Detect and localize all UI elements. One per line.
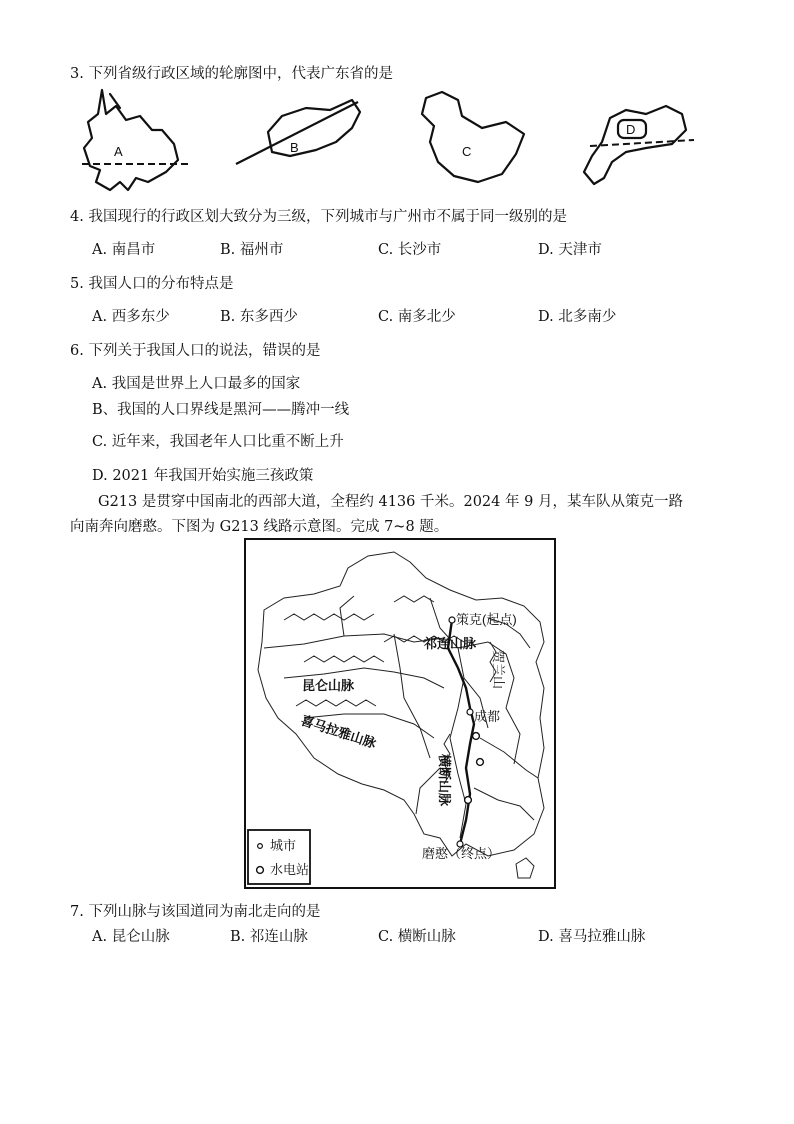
start-city-dot: [449, 617, 455, 623]
city-dot: [467, 709, 473, 715]
map-city-label: 成都: [474, 709, 501, 724]
hydropower-station: [477, 759, 484, 766]
q6-option-c[interactable]: C. 近年来，我国老年人口比重不断上升: [92, 434, 344, 450]
q4-option-a[interactable]: A. 南昌市: [92, 242, 156, 258]
outline-label-b: B: [290, 140, 299, 155]
q6-option-b[interactable]: B、我国的人口界线是黑河——腾冲一线: [92, 402, 350, 418]
q5-option-a[interactable]: A. 西多东少: [92, 309, 170, 325]
outline-label-c: C: [462, 144, 472, 159]
map-mountain-qilian: 祁连山脉: [424, 636, 477, 651]
map-mountain-hengduan: 横断山脉: [437, 754, 452, 807]
q5-stem: 5. 我国人口的分布特点是: [70, 276, 234, 292]
q6-option-d[interactable]: D. 2021 年我国开始实施三孩政策: [92, 468, 314, 484]
map-mountain-himalaya: 喜马拉雅山脉: [299, 712, 378, 751]
map-start-label: 策克(起点): [456, 612, 517, 627]
passage-line-2: 向南奔向磨憨。下图为 G213 线路示意图。完成 7~8 题。: [70, 519, 449, 535]
q6-option-a[interactable]: A. 我国是世界上人口最多的国家: [92, 376, 301, 392]
q5-option-c[interactable]: C. 南多北少: [378, 309, 456, 325]
q7-option-b[interactable]: B. 祁连山脉: [230, 929, 308, 945]
q4-option-d[interactable]: D. 天津市: [538, 242, 602, 258]
province-outline-figures: [70, 86, 710, 194]
legend-hydropower-label: 水电站: [270, 862, 310, 877]
q7-option-a[interactable]: A. 昆仑山脉: [92, 929, 170, 945]
outline-c: [422, 92, 524, 182]
outline-label-d: D: [626, 122, 636, 137]
g213-route-map: [244, 538, 556, 890]
legend-hydropower-symbol: [257, 867, 264, 874]
hydropower-station: [473, 733, 480, 740]
map-legend: [248, 830, 310, 884]
q5-option-b[interactable]: B. 东多西少: [220, 309, 298, 325]
outline-label-a: A: [114, 144, 123, 159]
q4-stem: 4. 我国现行的行政区划大致分为三级，下列城市与广州市不属于同一级别的是: [70, 209, 567, 225]
legend-city-symbol: [258, 844, 263, 849]
map-mountain-kunlun: 昆仑山脉: [302, 678, 355, 693]
passage-line-1: G213 是贯穿中国南北的西部大道，全程约 4136 千米。2024 年 9 月，某车队从策克一路: [98, 494, 683, 510]
q5-option-d[interactable]: D. 北多南少: [538, 309, 617, 325]
outline-a: [82, 90, 190, 190]
q3-stem: 3. 下列省级行政区域的轮廓图中，代表广东省的是: [70, 66, 393, 82]
q7-stem: 7. 下列山脉与该国道同为南北走向的是: [70, 904, 321, 920]
q7-option-c[interactable]: C. 横断山脉: [378, 929, 456, 945]
q7-option-d[interactable]: D. 喜马拉雅山脉: [538, 929, 646, 945]
map-end-label: 磨憨（终点）: [422, 846, 501, 861]
map-mountain-helan: 贺兰山: [491, 650, 506, 690]
q4-option-c[interactable]: C. 长沙市: [378, 242, 442, 258]
legend-city-label: 城市: [270, 838, 297, 853]
hydropower-station: [465, 797, 472, 804]
outline-b: [236, 100, 360, 164]
q4-option-b[interactable]: B. 福州市: [220, 242, 284, 258]
outline-d: [584, 106, 694, 184]
q6-stem: 6. 下列关于我国人口的说法，错误的是: [70, 343, 321, 359]
